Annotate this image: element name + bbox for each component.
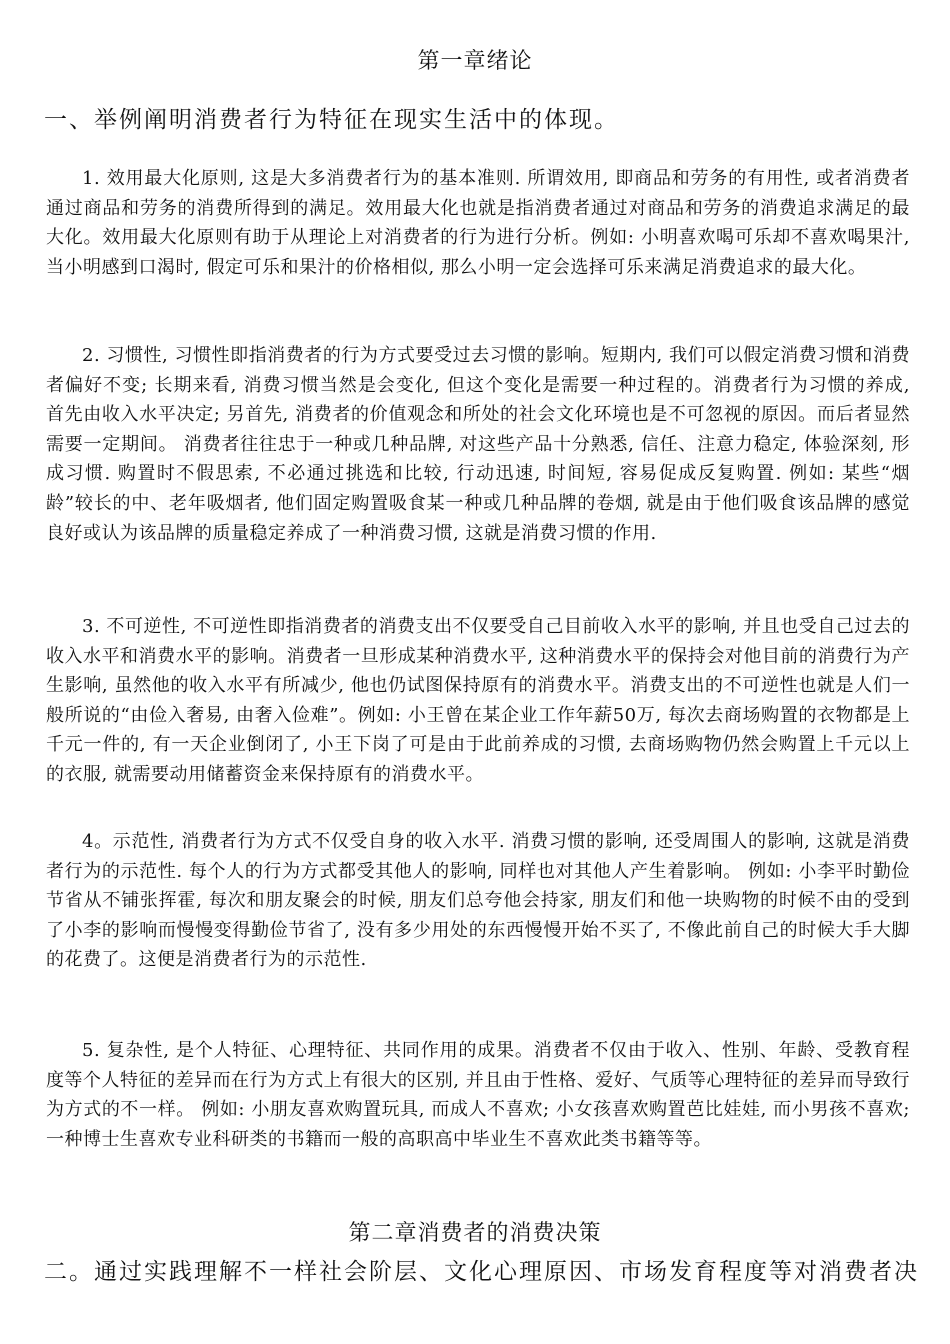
chapter-2-title: 第二章消费者的消费决策 (348, 1221, 602, 1246)
section-1-heading: 一、举例阐明消费者行为特征在现实生活中的体现。 (44, 107, 619, 133)
paragraph-habit: 2. 习惯性, 习惯性即指消费者的行为方式要受过去习惯的影响。短期内, 我们可以假定消费习惯和消费者偏好不变; 长期来看, 消费习惯当然是会变化, 但这个变化是需要一种过程的。消费者行为习惯的养成, 首先由收入水平决定; 另首先, 消费者的价值观念和所处的社会文化环境也是不可忽视的原因。而后者显然需要一定期间。 消费者往往忠于一种或几种品牌, 对这些产品十分熟悉, 信任、注意力稳定, 体验深刻, 形成习惯. 购置时不假思索, 不必通过挑选和比较, 行动迅速, 时间短, 容易促成反复购置. 例如: 某些“烟龄”较长的中、老年吸烟者, 他们固定购置吸食某一种或几种品牌的卷烟, 就是由于他们吸食该品牌的感觉良好或认为该品牌的质量稳定养成了一种消费习惯, 这就是消费习惯的作用. (46, 345, 910, 544)
paragraph-irreversibility: 3. 不可逆性, 不可逆性即指消费者的消费支出不仅要受自己目前收入水平的影响, 并且也受自己过去的收入水平和消费水平的影响。消费者一旦形成某种消费水平, 这种消费水平的保持会对他目前的消费行为产生影响, 虽然他的收入水平有所减少, 他也仍试图保持原有的消费水平。消费支出的不可逆性也就是人们一般所说的“由俭入奢易, 由奢入俭难”。例如: 小王曾在某企业工作年薪50万, 每次去商场购置的衣物都是上千元一件的, 有一天企业倒闭了, 小王下岗了可是由于此前养成的习惯, 去商场购物仍然会购置上千元以上的衣服, 就需要动用储蓄资金来保持原有的消费水平。 (46, 616, 910, 785)
paragraph-complexity: 5. 复杂性, 是个人特征、心理特征、共同作用的成果。消费者不仅由于收入、性别、年龄、受教育程度等个人特征的差异而在行为方式上有很大的区别, 并且由于性格、爱好、气质等心理特征的差异而导致行为方式的不一样。 例如: 小朋友喜欢购置玩具, 而成人不喜欢; 小女孩喜欢购置芭比娃娃, 而小男孩不喜欢; 一种博士生喜欢专业科研类的书籍而一般的高职高中毕业生不喜欢此类书籍等等。 (46, 1040, 910, 1150)
section-2-heading: 二。通过实践理解不一样社会阶层、文化心理原因、市场发育程度等对消费者决 (44, 1259, 919, 1285)
chapter-1-title: 第一章绪论 (417, 49, 533, 74)
paragraph-utility-maximization: 1. 效用最大化原则, 这是大多消费者行为的基本准则. 所谓效用, 即商品和劳务的有用性, 或者消费者通过商品和劳务的消费所得到的满足。效用最大化也就是指消费者通过对商品和劳务的消费追求满足的最大化。效用最大化原则有助于从理论上对消费者的行为进行分析。例如: 小明喜欢喝可乐却不喜欢喝果汁, 当小明感到口渴时, 假定可乐和果汁的价格相似, 那么小明一定会选择可乐来满足消费追求的最大化。 (46, 168, 910, 278)
paragraph-demonstration: 4。示范性, 消费者行为方式不仅受自身的收入水平. 消费习惯的影响, 还受周围人的影响, 这就是消费者行为的示范性. 每个人的行为方式都受其他人的影响, 同样也对其他人产生着影响。 例如: 小李平时勤俭节省从不铺张挥霍, 每次和朋友聚会的时候, 朋友们总夸他会持家, 朋友们和他一块购物的时候不由的受到了小李的影响而慢慢变得勤俭节省了, 没有多少用处的东西慢慢开始不买了, 不像此前自己的时候大手大脚的花费了。这便是消费者行为的示范性. (46, 831, 910, 971)
